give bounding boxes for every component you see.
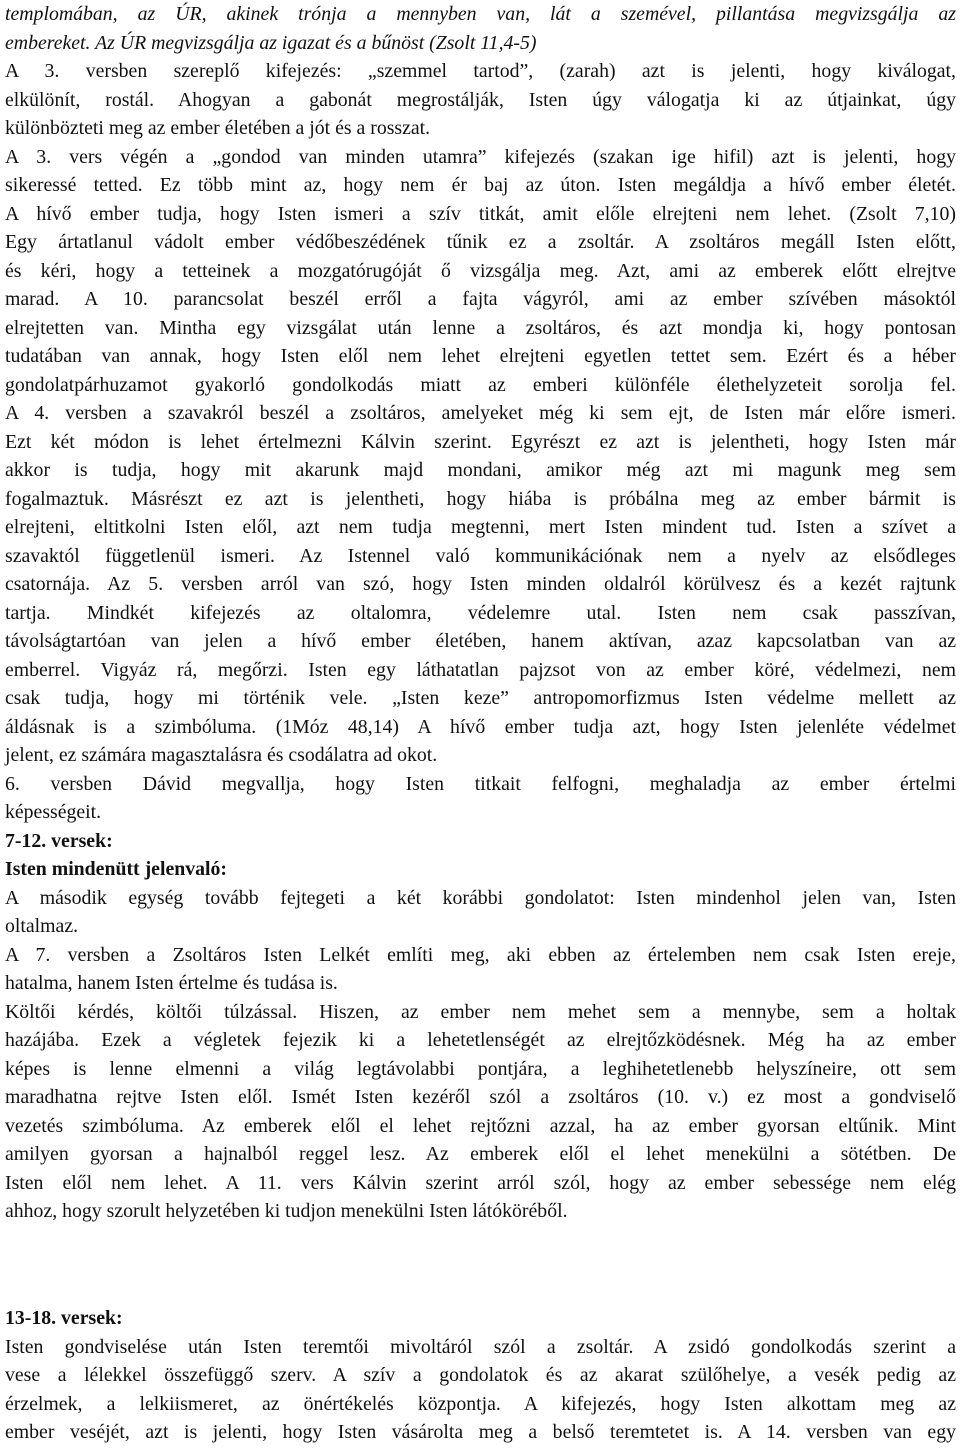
paragraph-line: ahhoz, hogy szorult helyzetében ki tudjon menekülni Isten látóköréből. (5, 1200, 568, 1222)
paragraph-line: jelent, ez számára magasztalásra és csodálatra ad okot. (5, 744, 438, 766)
paragraph-line: A 7. versben a Zsoltáros Isten Lelkét említi meg, aki ebben az értelemben nem csak Isten ereje, (5, 943, 956, 966)
paragraph-line: távolságtartóan van jelen a hívő ember életében, hanem aktívan, azaz kapcsolatban van az (5, 630, 956, 652)
paragraph-line: A második egység tovább fejtegeti a két korábbi gondolatot: Isten mindenhol jelen van, Isten (5, 886, 956, 909)
paragraph-line: különbözteti meg az ember életében a jót és a rosszat. (5, 117, 431, 139)
paragraph-line: sikeressé tetted. Ez több mint az, hogy nem ér baj az úton. Isten megáldja a hívő ember életét. (5, 174, 956, 196)
paragraph-line: embereket. Az ÚR megvizsgálja az igazat és a bűnöst (Zsolt 11,4-5) (5, 31, 537, 54)
paragraph-line: érzelmek, a lelkiismeret, az önértékelés központja. A kifejezés, hogy Isten alkottam meg az (5, 1392, 956, 1415)
paragraph-line: vezetés szimbóluma. Az emberek elől el lehet rejtőzni azzal, ha az ember gyorsan eltűnik. Mint (5, 1114, 956, 1137)
paragraph-line: A 3. versben szereplő kifejezés: „szemmel tartod”, (zarah) azt is jelenti, hogy kiválogat, (5, 60, 956, 82)
paragraph-line: és kéri, hogy a tetteinek a mozgatórugóját ő vizsgálja meg. Azt, ami az emberek előtt elrejtve (5, 259, 956, 282)
paragraph-line: A 3. vers végén a „gondod van minden utamra” kifejezés (szakan ige hifil) azt is jelenti, hogy (5, 145, 956, 168)
section-heading: 13-18. versek: (5, 1307, 123, 1329)
paragraph-line: templomában, az ÚR, akinek trónja a mennyben van, lát a szemével, pillantása megvizsgálja az (5, 3, 956, 25)
section-13-18-block (5, 1304, 956, 1447)
paragraph-line: Isten elől nem lehet. A 11. vers Kálvin szerint arról szól, hogy az ember sebessége nem elég (5, 1171, 956, 1194)
paragraph-line: elrejtetten van. Mintha egy vizsgálat után lenne a zsoltáros, és azt mondja ki, hogy pontosan (5, 316, 956, 339)
paragraph-line: Isten gondviselése után Isten teremtői mivoltáról szól a zsoltár. A zsidó gondolkodás szerint a (5, 1335, 956, 1358)
paragraph-line: képességeit. (5, 801, 102, 823)
paragraph-line: hazájába. Ezek a végletek fejezik ki a lehetetlenségét az elrejtőzködésnek. Még ha az ember (5, 1029, 956, 1051)
paragraph-line: csatornája. Az 5. versben arról van szó, hogy Isten minden oldalról körülvesz és a kezét rajtunk (5, 573, 956, 595)
main-text-block (5, 0, 956, 1226)
section-heading: 7-12. versek: (5, 829, 113, 852)
paragraph-line: ember veséjét, azt is jelenti, hogy Isten vásárolta meg a belső teremtetet is. A 14. versben van egy (5, 1421, 956, 1443)
paragraph-line: 6. versben Dávid megvallja, hogy Isten titkait felfogni, meghaladja az ember értelmi (5, 772, 956, 795)
paragraph-line: hatalma, hanem Isten értelme és tudása is. (5, 972, 338, 994)
paragraph-line: csak tudja, hogy mi történik vele. „Isten keze” antropomorfizmus Isten védelme mellett az (5, 687, 956, 709)
paragraph-line: Ezt két módon is lehet értelmezni Kálvin szerint. Egyrészt ez azt is jelentheti, hogy Isten már (5, 430, 956, 453)
paragraph-line: Költői kérdés, költői túlzással. Hiszen, az ember nem mehet sem a mennybe, sem a holtak (5, 1000, 956, 1023)
paragraph-line: fogalmaztuk. Másrészt ez azt is jelentheti, hogy hiába is próbálna meg az ember bármit is (5, 487, 956, 510)
paragraph-line: elrejteni, eltitkolni Isten elől, azt nem tudja megtenni, mert Isten mindent tud. Isten a szívet a (5, 516, 956, 538)
section-heading: Isten mindenütt jelenvaló: (5, 858, 227, 880)
paragraph-line: akkor is tudja, hogy mit akarunk majd mondani, amikor még azt mi magunk meg sem (5, 459, 956, 481)
paragraph-line: oltalmaz. (5, 915, 79, 937)
paragraph-line: A 4. versben a szavakról beszél a zsoltáros, amelyeket még ki sem ejt, de Isten már előre ismeri. (5, 402, 956, 424)
paragraph-line: áldásnak is a szimbóluma. (1Móz 48,14) A hívő ember tudja azt, hogy Isten jelenléte védelmet (5, 715, 956, 738)
paragraph-line: emberrel. Vigyáz rá, megőrzi. Isten egy láthatatlan pajzsot von az ember köré, védelmezi, nem (5, 658, 956, 681)
paragraph-line: szavaktól függetlenül ismeri. Az Istennel való kommunikációnak nem a nyelv az elsődleges (5, 544, 956, 567)
paragraph-line: képes is lenne elmenni a világ legtávolabbi pontjára, a leghihetetlenebb helyszíneire, ott sem (5, 1057, 956, 1080)
paragraph-line: marad. A 10. parancsolat beszél erről a fajta vágyról, ami az ember szívében másoktól (5, 288, 956, 310)
paragraph-line: gondolatpárhuzamot gyakorló gondolkodás miatt az emberi különféle élethelyzeteit sorolja fel. (5, 373, 956, 396)
paragraph-line: vese a lélekkel összefüggő szerv. A szív a gondolatok és az akarat szülőhelye, a vesék pedig az (5, 1364, 956, 1386)
paragraph-line: elkülönít, rostál. Ahogyan a gabonát megrostálják, Isten úgy válogatja ki az útjainkat, úgy (5, 88, 956, 111)
paragraph-line: tartja. Mindkét kifejezés az oltalomra, védelemre utal. Isten nem csak passzívan, (5, 601, 956, 624)
paragraph-line: tudatában van annak, hogy Isten elől nem lehet elrejteni egyetlen tettet sem. Ezért és a héber (5, 345, 956, 367)
paragraph-line: amilyen gyorsan a hajnalból reggel lesz. Az emberek elől el lehet menekülni a sötétben. De (5, 1143, 956, 1165)
paragraph-line: Egy ártatlanul vádolt ember védőbeszédének tűnik ez a zsoltár. A zsoltáros megáll Isten előtt, (5, 231, 956, 253)
paragraph-line: A hívő ember tudja, hogy Isten ismeri a szív titkát, amit előle elrejteni nem lehet. (Zsolt 7,10) (5, 202, 956, 225)
paragraph-line: maradhatna rejtve Isten elől. Ismét Isten kezéről szól a zsoltáros (10. v.) ez most a gondviselő (5, 1086, 956, 1108)
